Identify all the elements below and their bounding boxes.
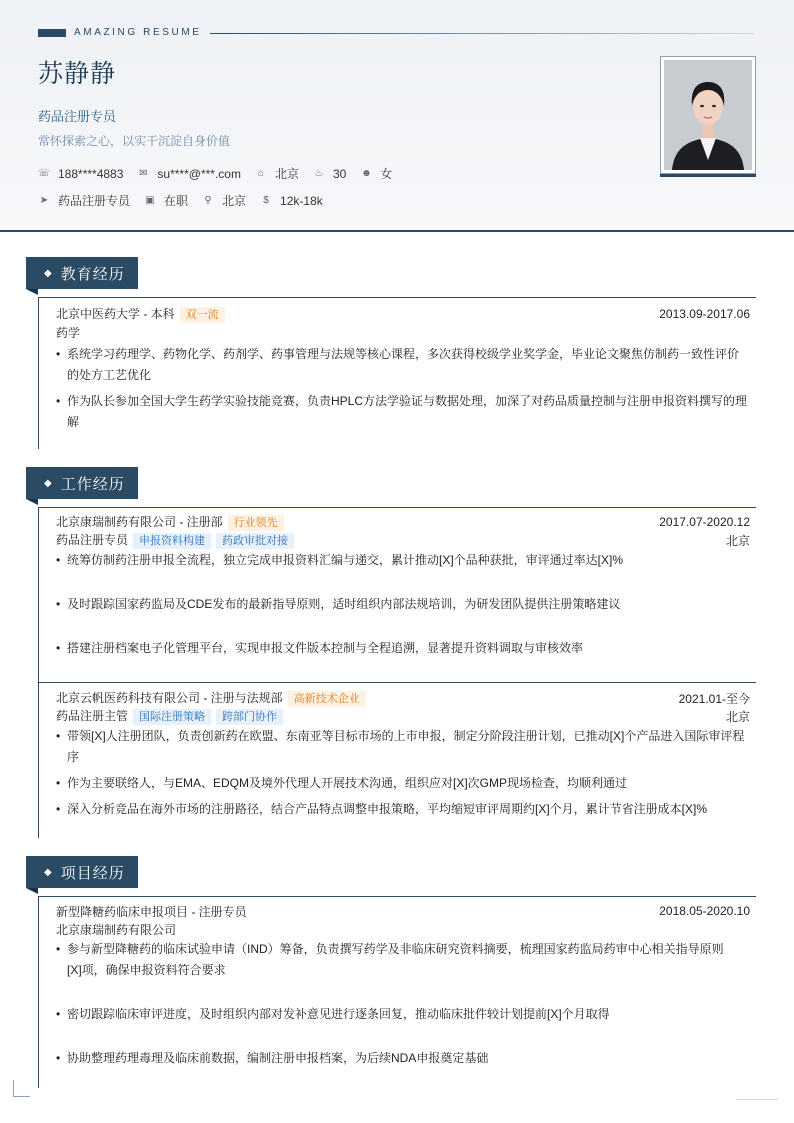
- work-title-tab: [26, 467, 138, 499]
- work-header: [26, 467, 756, 499]
- location-icon: ⚲: [204, 194, 212, 206]
- info-age: [313, 167, 346, 181]
- brand-bar: [38, 29, 66, 37]
- company-tag: 行业领先: [228, 515, 284, 531]
- project-section: [26, 856, 756, 1065]
- work-bullet: • 深入分析竞品在海外市场的注册路径，结合产品特点调整申报策略，平均缩短审评周期约[X]个月，累计节省注册成本[X]%: [56, 799, 750, 820]
- education-date: 2013.09-2017.06: [659, 307, 750, 321]
- work-bullet: • 带领[X]人注册团队，负责创新药在欧盟、东南亚等目标市场的上市申报，制定分阶段注册计划，已推动[X]个产品进入国际审评程序: [56, 726, 750, 768]
- work-position-row: [56, 707, 750, 725]
- education-major-row: [56, 323, 750, 341]
- info-phone: [38, 167, 123, 181]
- gender-icon: ☻: [361, 167, 372, 179]
- company-name: 北京康瑞制药有限公司 - 注册部: [56, 515, 223, 529]
- page-corner-mark: [13, 1080, 30, 1097]
- gender-text: 女: [380, 167, 393, 181]
- page-corner-line: [736, 1099, 778, 1100]
- info-gender: [360, 165, 392, 182]
- project-org-row: [56, 920, 750, 938]
- resume-header: [0, 0, 794, 232]
- send-icon: ➤: [39, 194, 49, 206]
- project-title-tab: [26, 856, 138, 888]
- skill-tag: 国际注册策略: [133, 709, 211, 725]
- skill-tag: 药政审批对接: [216, 533, 294, 549]
- major: 药学: [56, 325, 81, 340]
- work-position-row: [56, 531, 750, 549]
- work-entry: [39, 683, 756, 820]
- work-date: 2021.01-至今: [678, 691, 750, 706]
- brand-divider: [210, 33, 755, 34]
- salary-text: 12k-18k: [280, 193, 323, 208]
- contact-row: [38, 165, 406, 182]
- info-email: [137, 167, 241, 181]
- project-bullet: • 协助整理药理毒理及临床前数据，编制注册申报档案，为后续NDA申报奠定基础: [56, 1048, 750, 1069]
- email-text: su****@***.com: [157, 166, 241, 181]
- work-title: 工作经历: [60, 475, 125, 493]
- work-bullet: • 统筹仿制药注册申报全流程，独立完成申报资料汇编与递交，累计推动[X]个品种获批，审评通过率达[X]%: [56, 550, 750, 571]
- ribbon-fold: [26, 289, 38, 295]
- work-bullet: • 作为主要联络人，与EMA、EDQM及境外代理人开展技术沟通，组织应对[X]次GMP现场检查，均顺利通过: [56, 773, 750, 794]
- diamond-icon: ◆: [44, 267, 53, 279]
- work-city: 北京: [725, 709, 750, 724]
- education-header: [26, 257, 756, 289]
- photo-frame: [660, 56, 756, 174]
- work-company-wrap: [56, 513, 284, 531]
- avatar-portrait-icon: [664, 60, 752, 170]
- project-body: [38, 896, 756, 1088]
- candidate-name: 苏静静: [38, 60, 117, 88]
- school-tag: 双一流: [180, 307, 225, 323]
- education-title-tab: [26, 257, 138, 289]
- phone-icon: ☏: [37, 167, 51, 179]
- phone-text: 188****4883: [58, 166, 124, 181]
- education-bullet: • 系统学习药理学、药物化学、药剂学、药事管理与法规等核心课程，多次获得校级学业奖学金，毕业论文聚焦仿制药一致性评价的处方工艺优化: [56, 344, 750, 386]
- project-bullet: • 参与新型降糖药的临床试验申请（IND）筹备，负责撰写药学及非临床研究资料摘要，梳理国家药监局药审中心相关指导原则[X]项，确保申报资料符合要求: [56, 939, 750, 981]
- age-text: 30: [332, 166, 347, 181]
- project-entry-header: [56, 902, 750, 920]
- education-title: 教育经历: [60, 265, 125, 283]
- work-date: 2017.07-2020.12: [659, 515, 750, 529]
- work-position-wrap: [56, 707, 283, 725]
- diamond-icon: ◆: [44, 477, 53, 489]
- work-entry-header: [56, 513, 750, 531]
- salary-icon: $: [263, 194, 269, 206]
- job-title: 药品注册专员: [38, 109, 117, 124]
- project-date: 2018.05-2020.10: [659, 904, 750, 918]
- hometown-text: 北京: [274, 167, 299, 181]
- work-entry-header: [56, 689, 750, 707]
- mail-icon: ✉: [139, 167, 148, 179]
- education-body: [38, 297, 756, 449]
- education-entry: [39, 297, 756, 433]
- info-target-city: [202, 192, 246, 209]
- school-name: 北京中医药大学 - 本科: [56, 307, 175, 321]
- info-hometown: [255, 165, 299, 182]
- work-company-wrap: [56, 689, 366, 707]
- work-bullet: • 搭建注册档案电子化管理平台，实现申报文件版本控制与全程追溯，显著提升资料调取与审核效率: [56, 638, 750, 659]
- project-title: 项目经历: [60, 864, 125, 882]
- intention-row: [38, 192, 337, 209]
- project-entry: [39, 896, 756, 1069]
- status-text: 在职: [164, 194, 189, 208]
- work-body: [38, 507, 756, 838]
- brand: [38, 27, 202, 38]
- work-bullet: • 及时跟踪国家药监局及CDE发布的最新指导原则，适时组织内部法规培训，为研发团队提供注册策略建议: [56, 594, 750, 615]
- target-job-text: 药品注册专员: [58, 194, 131, 208]
- work-position-wrap: [56, 531, 294, 549]
- brand-text: AMAZING RESUME: [74, 27, 202, 38]
- info-target-job: [38, 192, 130, 209]
- work-entry: [39, 507, 756, 682]
- work-section: [26, 467, 756, 816]
- project-name: 新型降糖药临床申报项目 - 注册专员: [56, 904, 247, 919]
- company-name: 北京云帆医药科技有限公司 - 注册与法规部: [56, 691, 283, 705]
- skill-tag: 申报资料构建: [133, 533, 211, 549]
- info-salary: [260, 194, 323, 208]
- education-bullet: • 作为队长参加全国大学生药学实验技能竞赛，负责HPLC方法学验证与数据处理，加深了对药品质量控制与注册申报资料撰写的理解: [56, 391, 750, 433]
- education-school-wrap: [56, 305, 225, 323]
- motto: 常怀探索之心，以实干沉淀自身价值: [38, 134, 231, 148]
- diamond-icon: ◆: [44, 866, 53, 878]
- work-city: 北京: [725, 533, 750, 548]
- company-tag: 高新技术企业: [288, 691, 366, 707]
- info-status: [144, 192, 188, 209]
- home-icon: ⌂: [257, 167, 264, 179]
- project-header: [26, 856, 756, 888]
- project-org: 北京康瑞制药有限公司: [56, 922, 177, 937]
- education-entry-header: [56, 305, 750, 323]
- education-section: [26, 257, 756, 429]
- briefcase-icon: ▣: [145, 194, 155, 206]
- skill-tag: 跨部门协作: [216, 709, 283, 725]
- avatar: [664, 60, 752, 170]
- ribbon-fold: [26, 888, 38, 894]
- project-bullet: • 密切跟踪临床审评进度，及时组织内部对发补意见进行逐条回复，推动临床批件较计划提前[X]个月取得: [56, 1004, 750, 1025]
- target-city-text: 北京: [222, 194, 247, 208]
- cake-icon: ♨: [314, 167, 324, 179]
- position: 药品注册主管: [56, 709, 129, 723]
- position: 药品注册专员: [56, 533, 129, 547]
- ribbon-fold: [26, 499, 38, 505]
